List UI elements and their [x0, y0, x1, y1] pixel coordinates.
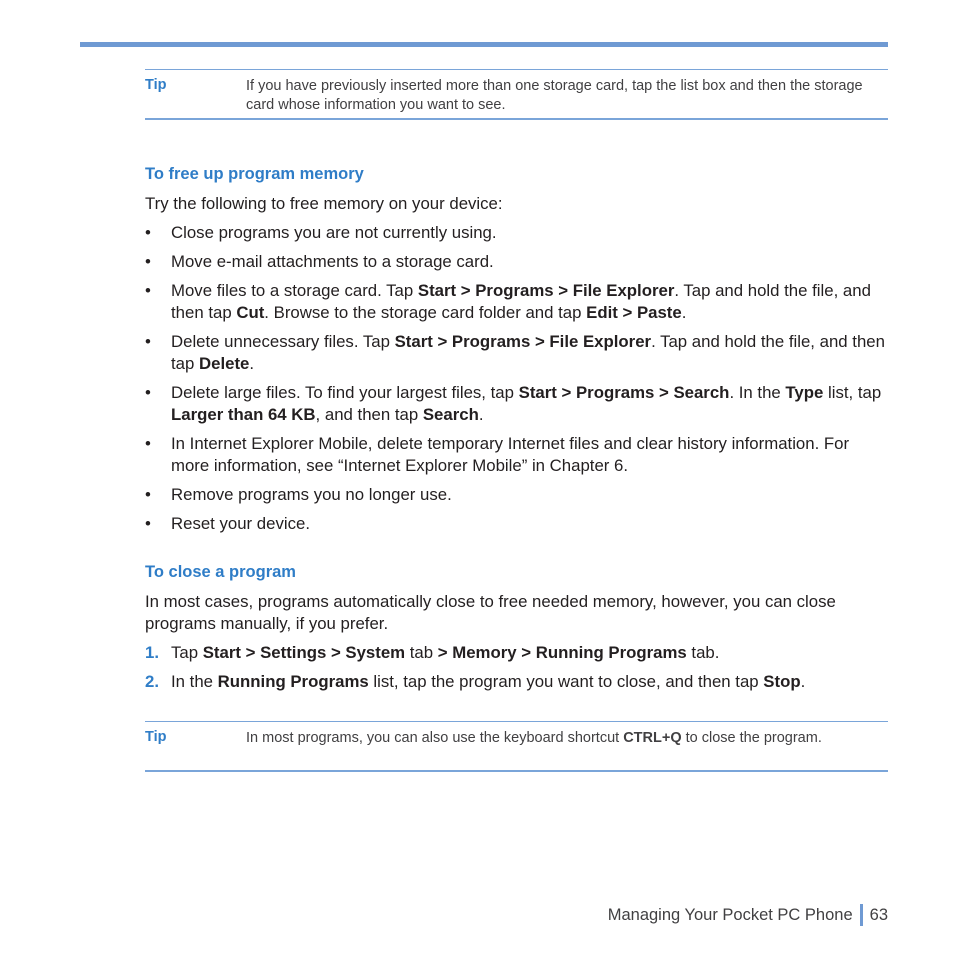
page-number: 63	[869, 905, 888, 924]
bullet-mark: •	[145, 223, 151, 242]
step-number: 1.	[145, 643, 159, 662]
bullet-mark: •	[145, 281, 151, 300]
tip-label: Tip	[145, 729, 167, 745]
list-item-text: Move files to a storage card. Tap Start > Programs > File Explorer. Tap and hold the file, and then tap Cut. Browse to the storage card folder and tap Edit > Paste.	[171, 281, 871, 322]
page-footer	[608, 904, 888, 926]
list-item-text: Reset your device.	[171, 514, 310, 533]
list-item-text: In Internet Explorer Mobile, delete temporary Internet files and clear history information. For more information, see “Internet Explorer Mobile” in Chapter 6.	[171, 434, 850, 475]
section-intro: Try the following to free memory on your device:	[145, 194, 503, 213]
bullet-mark: •	[145, 514, 151, 533]
bullet-mark: •	[145, 383, 151, 402]
step-number: 2.	[145, 672, 159, 691]
list-item-text: Remove programs you no longer use.	[171, 485, 452, 504]
list-item-text: Move e-mail attachments to a storage card.	[171, 252, 494, 271]
footer-divider	[860, 904, 863, 926]
header-rule	[80, 42, 888, 47]
step-text: In the Running Programs list, tap the program you want to close, and then tap Stop.	[171, 672, 806, 691]
step-text: Tap Start > Settings > System tab > Memory > Running Programs tab.	[171, 643, 720, 662]
footer-title: Managing Your Pocket PC Phone	[607, 905, 853, 924]
section-intro: In most cases, programs automatically close to free needed memory, however, you can close programs manually, if you prefer.	[145, 592, 836, 633]
tip-box	[145, 69, 888, 120]
tip-text: If you have previously inserted more than one storage card, tap the list box and then the storage card whose information you want to see.	[246, 78, 863, 113]
bullet-mark: •	[145, 485, 151, 504]
section-heading-close-program: To close a program	[145, 563, 296, 581]
section-heading-free-memory: To free up program memory	[145, 165, 364, 183]
bullet-mark: •	[145, 332, 151, 351]
bullet-mark: •	[145, 252, 151, 271]
keyboard-shortcut: CTRL+Q	[623, 730, 682, 746]
list-item-text: Close programs you are not currently using.	[171, 223, 497, 242]
list-item-text: Delete unnecessary files. Tap Start > Programs > File Explorer. Tap and hold the file, and then tap Delete.	[171, 332, 885, 373]
tip-label: Tip	[145, 77, 167, 93]
list-item-text: Delete large files. To find your largest files, tap Start > Programs > Search. In the Type list, tap Larger than 64 KB, and then tap Search.	[171, 383, 882, 424]
tip-text: In most programs, you can also use the keyboard shortcut CTRL+Q to close the program.	[246, 730, 822, 746]
bullet-mark: •	[145, 434, 151, 453]
tip-box	[145, 721, 888, 772]
